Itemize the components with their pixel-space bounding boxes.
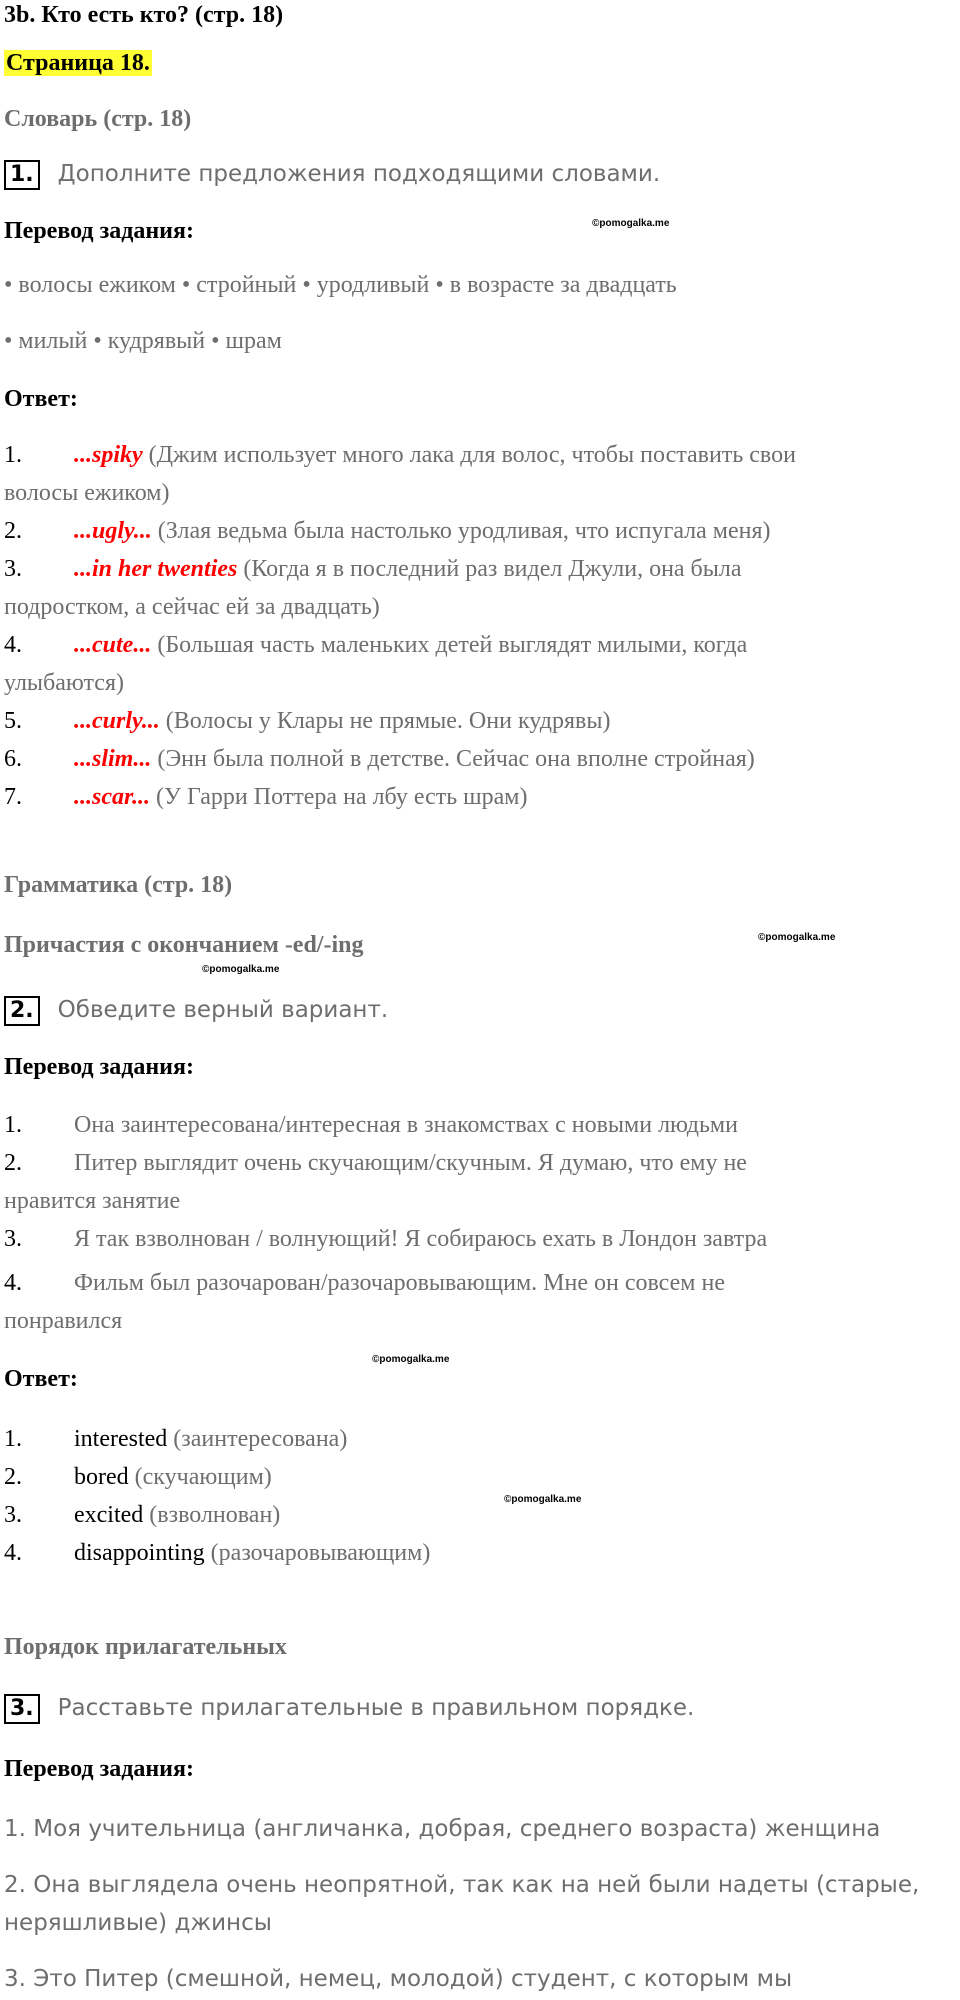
vocab-answer-1	[4, 436, 796, 512]
watermark-2: ©pomogalka.me	[758, 932, 836, 943]
task-3-text: Расставьте прилагательные в правильном порядке.	[57, 1695, 695, 1721]
answer-number: 4.	[4, 632, 22, 658]
answer-number: 5.	[4, 708, 22, 734]
task-2-text: Обведите верный вариант.	[57, 997, 389, 1023]
answer-word: ...slim...	[74, 746, 152, 772]
page-title: 3b. Кто есть кто? (стр. 18)	[4, 2, 284, 28]
vocab-answer-3	[4, 550, 742, 626]
grammar-subheading: Причастия с окончанием -ed/-ing	[4, 932, 364, 958]
watermark-1: ©pomogalka.me	[592, 218, 670, 229]
translation-text: Питер выглядит очень скучающим/скучным. Я думаю, что ему не	[74, 1150, 747, 1176]
answer-text: (скучающим)	[128, 1464, 272, 1490]
answer-text: (Джим использует много лака для волос, чтобы поставить свои	[142, 442, 796, 468]
grammar-translation-2	[4, 1144, 747, 1220]
translation-text-cont: нравится занятие	[4, 1188, 181, 1214]
vocab-answer-2	[4, 512, 771, 550]
answer-number: 4.	[4, 1540, 22, 1566]
vocab-heading: Словарь (стр. 18)	[4, 106, 192, 132]
vocab-word-line-1: • волосы ежиком • стройный • уродливый • в возрасте за двадцать	[4, 272, 677, 298]
answer-word: ...scar...	[74, 784, 151, 810]
translation-number: 2.	[4, 1150, 22, 1176]
answer-number: 3.	[4, 556, 22, 582]
translation-number: 1.	[4, 1112, 22, 1138]
translation-text: Я так взволнован / волнующий! Я собираюсь ехать в Лондон завтра	[74, 1226, 768, 1252]
grammar-answer-heading: Ответ:	[4, 1366, 78, 1392]
watermark-5: ©pomogalka.me	[504, 1494, 582, 1505]
grammar-translation-3	[4, 1220, 767, 1258]
vocab-translation-heading: Перевод задания:	[4, 218, 194, 244]
answer-text: (разочаровывающим)	[204, 1540, 431, 1566]
answer-text-cont: улыбаются)	[4, 670, 124, 696]
vocab-answer-4	[4, 626, 747, 702]
vocab-answer-7	[4, 778, 528, 816]
task-1-number: 1.	[4, 160, 40, 190]
grammar-heading: Грамматика (стр. 18)	[4, 872, 233, 898]
adjectives-item-2-cont: неряшливые) джинсы	[4, 1910, 272, 1936]
adjectives-item-2: 2. Она выглядела очень неопрятной, так как на ней были надеты (старые,	[4, 1872, 920, 1898]
answer-word: ...spiky	[74, 442, 143, 468]
grammar-answer-1	[4, 1420, 347, 1458]
grammar-answer-2	[4, 1458, 272, 1496]
answer-number: 7.	[4, 784, 22, 810]
answer-number: 1.	[4, 442, 22, 468]
answer-word: ...curly...	[74, 708, 160, 734]
translation-text: Она заинтересована/интересная в знакомствах с новыми людьми	[74, 1112, 738, 1138]
adjectives-item-3: 3. Это Питер (смешной, немец, молодой) студент, с которым мы	[4, 1966, 793, 1992]
adjectives-heading: Порядок прилагательных	[4, 1634, 287, 1660]
task-1	[4, 160, 660, 190]
translation-text: Фильм был разочарован/разочаровывающим. Мне он совсем не	[74, 1270, 725, 1296]
watermark-4: ©pomogalka.me	[372, 1354, 450, 1365]
answer-word: bored	[74, 1464, 129, 1490]
answer-number: 2.	[4, 518, 22, 544]
translation-number: 3.	[4, 1226, 22, 1252]
grammar-translation-4	[4, 1264, 725, 1340]
answer-word: excited	[74, 1502, 144, 1528]
adjectives-item-1: 1. Моя учительница (англичанка, добрая, среднего возраста) женщина	[4, 1816, 881, 1842]
answer-word: ...in her twenties	[74, 556, 238, 582]
answer-word: ...cute...	[74, 632, 152, 658]
watermark-3: ©pomogalka.me	[202, 964, 280, 975]
answer-number: 6.	[4, 746, 22, 772]
answer-text-cont: подростком, а сейчас ей за двадцать)	[4, 594, 380, 620]
task-3-number: 3.	[4, 1694, 40, 1724]
answer-word: interested	[74, 1426, 168, 1452]
vocab-answer-5	[4, 702, 610, 740]
task-2	[4, 996, 388, 1026]
translation-number: 4.	[4, 1270, 22, 1296]
answer-word: disappointing	[74, 1540, 205, 1566]
answer-number: 3.	[4, 1502, 22, 1528]
answer-text: (Волосы у Клары не прямые. Они кудрявы)	[159, 708, 611, 734]
grammar-answer-4	[4, 1534, 430, 1572]
grammar-answer-3	[4, 1496, 280, 1534]
answer-text: (взволнован)	[143, 1502, 281, 1528]
answer-text: (Энн была полной в детстве. Сейчас она вполне стройная)	[151, 746, 755, 772]
grammar-translation-1	[4, 1106, 738, 1144]
adjectives-translation-heading: Перевод задания:	[4, 1756, 194, 1782]
answer-text: (заинтересована)	[167, 1426, 348, 1452]
translation-text-cont: понравился	[4, 1308, 123, 1334]
task-2-number: 2.	[4, 996, 40, 1026]
task-3	[4, 1694, 694, 1724]
vocab-answer-6	[4, 740, 755, 778]
answer-text: (Когда я в последний раз видел Джули, она была	[237, 556, 742, 582]
vocab-answer-heading: Ответ:	[4, 386, 78, 412]
answer-text: (У Гарри Поттера на лбу есть шрам)	[150, 784, 528, 810]
vocab-word-line-2: • милый • кудрявый • шрам	[4, 328, 282, 354]
page-label-highlight: Страница 18.	[6, 50, 150, 76]
answer-number: 2.	[4, 1464, 22, 1490]
answer-text: (Злая ведьма была настолько уродливая, что испугала меня)	[151, 518, 771, 544]
answer-word: ...ugly...	[74, 518, 152, 544]
answer-text-cont: волосы ежиком)	[4, 480, 170, 506]
grammar-translation-heading: Перевод задания:	[4, 1054, 194, 1080]
page-label	[4, 50, 152, 77]
task-1-text: Дополните предложения подходящими словами.	[57, 161, 661, 187]
answer-text: (Большая часть маленьких детей выглядят милыми, когда	[151, 632, 748, 658]
answer-number: 1.	[4, 1426, 22, 1452]
